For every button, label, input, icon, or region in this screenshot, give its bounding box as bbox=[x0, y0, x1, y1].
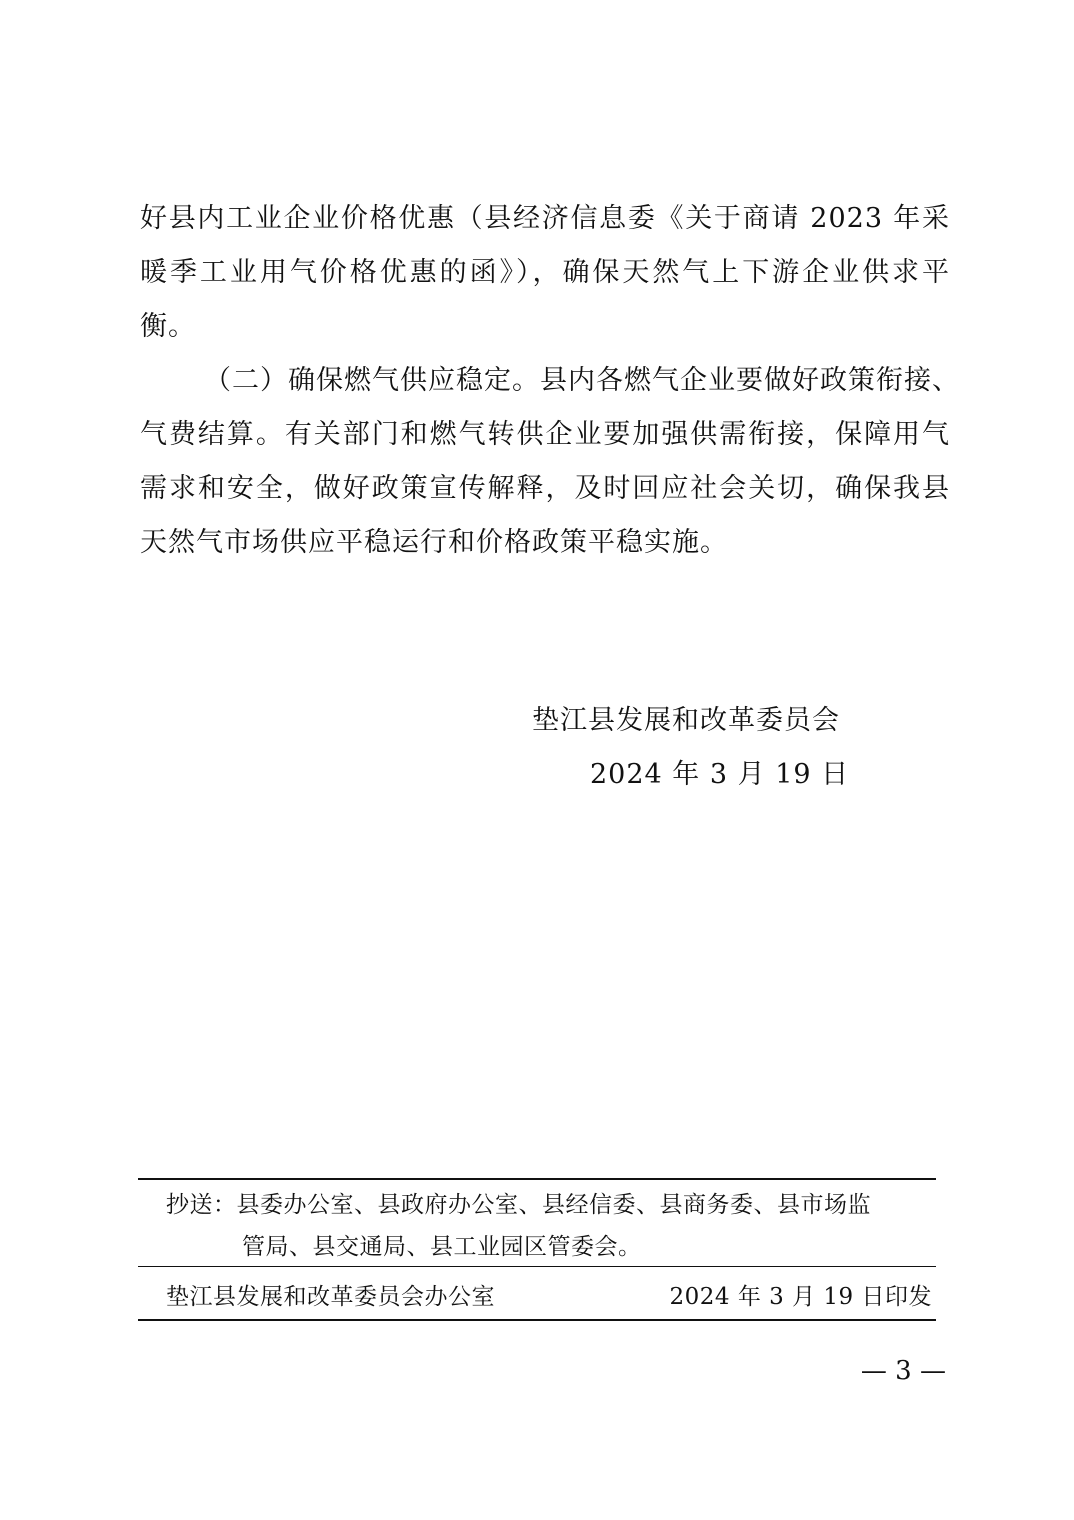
body-line: 天然气市场供应平稳运行和价格政策平稳实施。 bbox=[140, 527, 728, 558]
issuer-line bbox=[166, 1278, 936, 1311]
body-line: 气费结算。有关部门和燃气转供企业要加强供需衔接，保障用气 bbox=[140, 419, 950, 450]
issuing-office: 垫江县发展和改革委员会办公室 bbox=[166, 1284, 495, 1310]
body-line: 衡。 bbox=[140, 311, 196, 342]
page-number: — 3 — bbox=[860, 1356, 946, 1386]
cc-line bbox=[166, 1186, 936, 1219]
section-heading-line: （二）确保燃气供应稳定。县内各燃气企业要做好政策衔接、 bbox=[204, 365, 960, 396]
document-body bbox=[140, 192, 960, 570]
signature-organization: 垫江县发展和改革委员会 bbox=[532, 705, 840, 736]
bottom-rule bbox=[138, 1319, 936, 1321]
cc-recipients: 县委办公室、县政府办公室、县经信委、县商务委、县市场监 bbox=[236, 1192, 871, 1218]
body-line: 需求和安全，做好政策宣传解释，及时回应社会关切，确保我县 bbox=[140, 473, 950, 504]
top-rule bbox=[138, 1178, 936, 1180]
body-line: 好县内工业企业价格优惠（县经济信息委《关于商请 2023 年采 bbox=[140, 203, 950, 234]
signature-date: 2024 年 3 月 19 日 bbox=[590, 759, 850, 790]
middle-rule bbox=[138, 1266, 936, 1267]
body-line: 暖季工业用气价格优惠的函》），确保天然气上下游企业供求平 bbox=[140, 257, 950, 288]
cc-label: 抄送： bbox=[166, 1192, 237, 1218]
issue-date: 2024 年 3 月 19 日印发 bbox=[669, 1284, 932, 1310]
cc-recipients-continued: 管局、县交通局、县工业园区管委会。 bbox=[242, 1234, 642, 1260]
